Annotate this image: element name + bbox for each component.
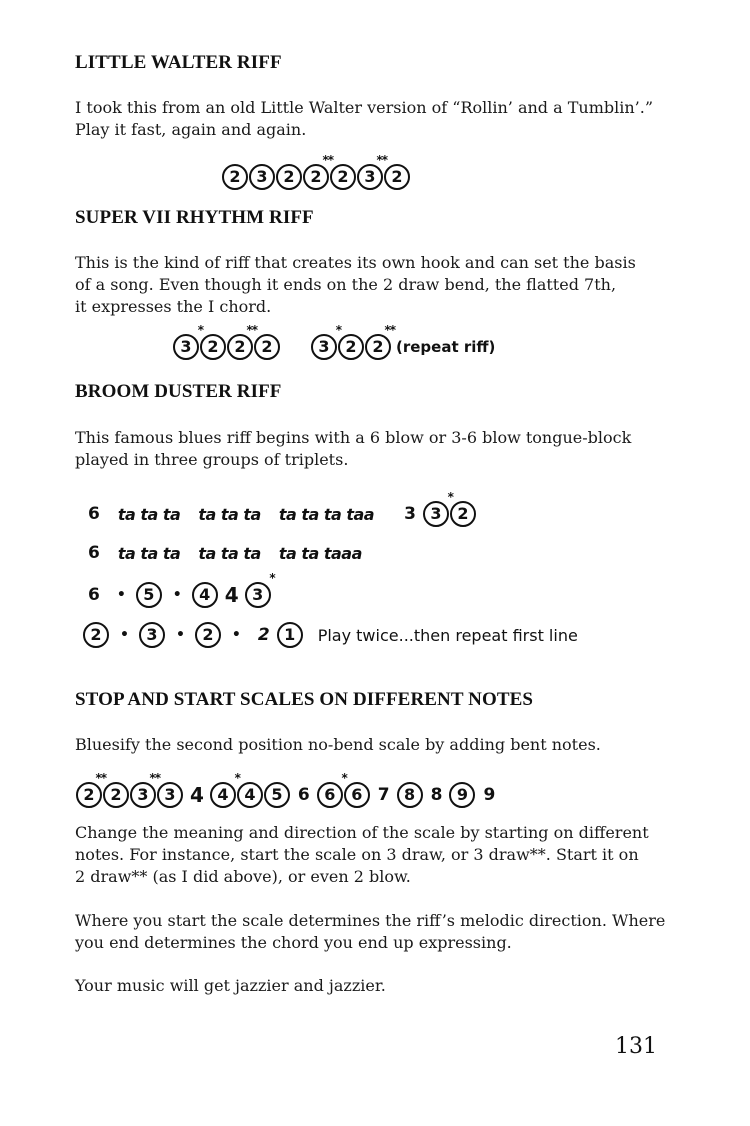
hole-number: 6 bbox=[351, 785, 363, 804]
hole-sequence bbox=[210, 771, 291, 808]
bend-mark: ** bbox=[95, 771, 106, 785]
play-instruction: Play twice...then repeat first line bbox=[317, 625, 578, 645]
harmonica-hole bbox=[276, 164, 302, 190]
stop-start-paragraph-3 bbox=[75, 975, 675, 997]
harmonica-hole bbox=[192, 582, 218, 608]
hole-number: 9 bbox=[483, 785, 496, 805]
harmonica-hole bbox=[338, 334, 364, 360]
triplet: ta ta ta bbox=[198, 504, 261, 524]
hole-number: 6 bbox=[297, 785, 310, 805]
harmonica-hole bbox=[330, 164, 356, 190]
bend-mark: * bbox=[234, 771, 240, 785]
broom-duster-row-3 bbox=[88, 571, 275, 613]
dot: • bbox=[231, 627, 241, 643]
section-title-little-walter: LITTLE WALTER RIFF bbox=[75, 52, 282, 73]
hole-number: 3 bbox=[137, 785, 149, 804]
stop-start-paragraph-2 bbox=[75, 910, 675, 954]
harmonica-hole bbox=[317, 771, 347, 808]
hole-number: 3 bbox=[404, 504, 416, 524]
text-line: you end determines the chord you end up expressing. bbox=[75, 933, 512, 952]
hole-number: 4 bbox=[190, 783, 204, 807]
harmonica-hole bbox=[222, 164, 248, 190]
triplet: ta ta ta taa bbox=[278, 504, 375, 524]
hole-number: 2 bbox=[229, 167, 241, 186]
hole-sequence bbox=[311, 323, 395, 360]
text-line: of a song. Even though it ends on the 2 draw bend, the flatted 7th, bbox=[75, 275, 617, 294]
hole-number: 2 bbox=[283, 167, 295, 186]
harmonica-hole bbox=[76, 771, 106, 808]
text-line: I took this from an old Little Walter version of “Rollin’ and a Tumblin’.” bbox=[75, 98, 654, 117]
section-title-broom-duster: BROOM DUSTER RIFF bbox=[75, 381, 282, 402]
hole-number: 5 bbox=[143, 585, 155, 604]
hole-number: 4 bbox=[244, 785, 256, 804]
harmonica-hole bbox=[344, 782, 370, 808]
bend-mark: * bbox=[335, 323, 341, 337]
super-vii-tab bbox=[173, 323, 496, 365]
broom-duster-description bbox=[75, 427, 675, 471]
hole-sequence bbox=[397, 782, 424, 808]
harmonica-hole bbox=[245, 571, 275, 608]
bend-mark: ** bbox=[322, 153, 333, 167]
harmonica-hole bbox=[423, 490, 453, 527]
hole-number: 8 bbox=[430, 785, 443, 805]
hole-number: 2 bbox=[234, 337, 246, 356]
hole-sequence bbox=[423, 490, 477, 527]
hole-number: 2 bbox=[337, 167, 349, 186]
scale-tab bbox=[76, 771, 502, 813]
harmonica-hole bbox=[139, 622, 165, 648]
hole-sequence bbox=[317, 771, 371, 808]
harmonica-hole bbox=[227, 323, 257, 360]
hole-number: 2 bbox=[257, 625, 270, 645]
hole-number: 6 bbox=[324, 785, 336, 804]
harmonica-hole bbox=[254, 334, 280, 360]
hole-sequence bbox=[139, 622, 166, 648]
text-line: Where you start the scale determines the riff’s melodic direction. Where bbox=[75, 911, 666, 930]
hole-number: 2 bbox=[202, 625, 214, 644]
hole-number: 6 bbox=[88, 585, 100, 605]
harmonica-hole bbox=[357, 153, 387, 190]
harmonica-hole bbox=[249, 164, 275, 190]
super-vii-description bbox=[75, 252, 675, 318]
triplet: ta ta taaa bbox=[278, 543, 362, 563]
harmonica-hole bbox=[450, 501, 476, 527]
bend-mark: * bbox=[197, 323, 203, 337]
hole-number: 3 bbox=[146, 625, 158, 644]
dot: • bbox=[120, 627, 129, 643]
harmonica-hole bbox=[157, 782, 183, 808]
hole-number: 2 bbox=[345, 337, 357, 356]
section-title-super-vii: SUPER VII RHYTHM RIFF bbox=[75, 207, 314, 228]
hole-number: 3 bbox=[180, 337, 192, 356]
hole-number: 3 bbox=[252, 585, 264, 604]
bend-mark: ** bbox=[376, 153, 387, 167]
hole-sequence bbox=[222, 153, 411, 190]
bend-mark: * bbox=[269, 571, 275, 585]
hole-number: 2 bbox=[90, 625, 102, 644]
hole-number: 6 bbox=[88, 543, 100, 563]
text-line: notes. For instance, start the scale on 3 draw, or 3 draw**. Start it on bbox=[75, 845, 639, 864]
hole-sequence bbox=[245, 571, 275, 608]
hole-number: 8 bbox=[404, 785, 416, 804]
page-number: 131 bbox=[615, 1034, 657, 1059]
stop-start-intro bbox=[75, 734, 675, 756]
hole-number: 3 bbox=[256, 167, 268, 186]
bend-mark: * bbox=[447, 490, 453, 504]
text-line: 2 draw** (as I did above), or even 2 blow. bbox=[75, 867, 411, 886]
text-line: played in three groups of triplets. bbox=[75, 450, 349, 469]
hole-sequence bbox=[449, 782, 476, 808]
text-line: Your music will get jazzier and jazzier. bbox=[75, 976, 386, 995]
broom-duster-row-2 bbox=[88, 535, 380, 571]
little-walter-description bbox=[75, 97, 675, 141]
harmonica-hole bbox=[210, 771, 240, 808]
harmonica-hole bbox=[237, 782, 263, 808]
hole-sequence bbox=[277, 622, 304, 648]
hole-number: 2 bbox=[261, 337, 273, 356]
text-line: This is the kind of riff that creates its own hook and can set the basis bbox=[75, 253, 636, 272]
triplet: ta ta ta bbox=[198, 543, 261, 563]
text-line: Bluesify the second position no-bend scale by adding bent notes. bbox=[75, 735, 601, 754]
harmonica-hole bbox=[311, 323, 341, 360]
little-walter-tab bbox=[222, 153, 411, 195]
harmonica-hole bbox=[277, 622, 303, 648]
hole-number: 2 bbox=[457, 504, 469, 523]
bend-mark: ** bbox=[149, 771, 160, 785]
section-title-stop-start: STOP AND START SCALES ON DIFFERENT NOTES bbox=[75, 689, 534, 710]
harmonica-hole bbox=[173, 323, 203, 360]
harmonica-hole bbox=[264, 782, 290, 808]
harmonica-hole bbox=[303, 153, 333, 190]
hole-number: 3 bbox=[318, 337, 330, 356]
harmonica-hole bbox=[195, 622, 221, 648]
harmonica-hole bbox=[83, 622, 109, 648]
hole-number: 4 bbox=[217, 785, 229, 804]
text-line: This famous blues riff begins with a 6 blow or 3-6 blow tongue-block bbox=[75, 428, 632, 447]
hole-number: 2 bbox=[391, 167, 403, 186]
hole-number: 2 bbox=[110, 785, 122, 804]
hole-number: 9 bbox=[456, 785, 469, 804]
hole-number: 3 bbox=[164, 785, 176, 804]
hole-sequence bbox=[173, 323, 281, 360]
repeat-riff-label: (repeat riff) bbox=[396, 338, 496, 356]
hole-number: 2 bbox=[310, 167, 322, 186]
hole-number: 2 bbox=[207, 337, 219, 356]
bend-mark: * bbox=[341, 771, 347, 785]
hole-number: 2 bbox=[83, 785, 95, 804]
hole-sequence bbox=[136, 582, 163, 608]
triplet: ta ta ta bbox=[117, 543, 181, 563]
dot: • bbox=[116, 587, 126, 603]
hole-number: 3 bbox=[364, 167, 376, 186]
hole-sequence bbox=[83, 622, 110, 648]
hole-sequence bbox=[192, 582, 219, 608]
harmonica-hole bbox=[397, 782, 423, 808]
bend-mark: ** bbox=[384, 323, 395, 337]
hole-number: 2 bbox=[372, 337, 384, 356]
hole-number: 5 bbox=[271, 785, 283, 804]
harmonica-hole bbox=[136, 582, 162, 608]
text-line: it expresses the I chord. bbox=[75, 297, 272, 316]
text-line: Play it fast, again and again. bbox=[75, 120, 307, 139]
stop-start-paragraph-1 bbox=[75, 822, 675, 888]
triplet: ta ta ta bbox=[117, 504, 181, 524]
hole-sequence bbox=[76, 771, 184, 808]
harmonica-hole bbox=[200, 334, 226, 360]
broom-duster-row-4 bbox=[83, 617, 578, 653]
hole-number: 4 bbox=[224, 583, 239, 607]
bend-mark: ** bbox=[246, 323, 257, 337]
harmonica-hole bbox=[365, 323, 395, 360]
broom-duster-row-1 bbox=[88, 490, 477, 532]
hole-number: 6 bbox=[88, 504, 100, 524]
hole-number: 7 bbox=[377, 785, 390, 805]
hole-sequence bbox=[195, 622, 222, 648]
harmonica-hole bbox=[384, 164, 410, 190]
harmonica-hole bbox=[103, 782, 129, 808]
harmonica-hole bbox=[449, 782, 475, 808]
hole-number: 4 bbox=[199, 585, 211, 604]
hole-number: 1 bbox=[284, 625, 296, 644]
text-line: Change the meaning and direction of the scale by starting on different bbox=[75, 823, 649, 842]
hole-number: 3 bbox=[430, 504, 442, 523]
dot: • bbox=[172, 587, 182, 603]
dot: • bbox=[175, 627, 185, 643]
harmonica-hole bbox=[130, 771, 160, 808]
